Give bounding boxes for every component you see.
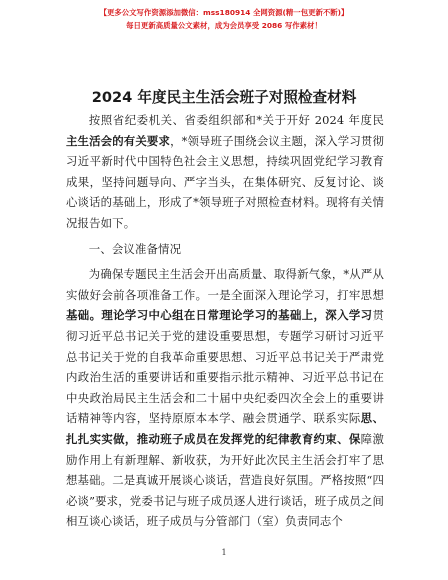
- intro-text-bold: 主生活会的有关要求: [66, 133, 171, 148]
- section-text-1: 为确保专题民主生活会开出高质量、取得新气象，*从严从实做好会前各项准备工作。一是全面深入理论学习，打牢思想: [66, 267, 384, 302]
- header-banner: [0, 6, 448, 32]
- document-body: [66, 110, 384, 532]
- page-number: 1: [221, 548, 227, 557]
- section-text-2: 贯彻习近平总书记关于党的建设重要思想，专题学习研讨习近平总书记关于党的自我革命重要思想、习近平总书记关于严肃党内政治生活的重要讲话和重要指示批示精神、习近平总书记在中央政治局民主生活会和二十届中央纪委四次全会上的重要讲话精神等内容，坚持原原本本学、融会贯通学、联系实际: [66, 308, 384, 426]
- section-text-bold-2: 思、扎扎实实做，推动班子成员在发挥党的纪律教育约束、保: [66, 411, 384, 446]
- section-heading: 一、会议准备情况: [88, 241, 182, 256]
- intro-text-1: 按照省纪委机关、省委组织部和*关于开好 2024 年度民: [88, 113, 384, 127]
- banner-line-2: 每日更新高质量公文素材，成为会员享受 2086 写作素材！: [126, 21, 322, 30]
- section-text-bold-1: 基础。理论学习中心组在日常理论学习的基础上，深入学习: [66, 308, 373, 323]
- intro-text-2: ，*领导班子围绕会议主题，深入学习贯彻习近平新时代中国特色社会主义思想，持续巩固党纪学习教育成果，坚持问题导向、严字当头，在集体研究、反复讨论、谈心谈话的基础上，形成了*领导班子对照检查材料。现将有关情况报告如下。: [66, 133, 385, 230]
- document-title: 2024 年度民主生活会班子对照检查材料: [91, 89, 357, 106]
- banner-line-1: 【更多公文写作资源添加微信：mss180914 全网资源(精一包更新不断)】: [99, 8, 349, 17]
- intro-paragraph: [66, 110, 384, 234]
- section-text-3: 障激励作用上有新理解、新收获，为开好此次民主生活会打牢了思想基础。二是真诚开展谈心谈话，营造良好氛围。严格按照“四必谈”要求，党委书记与班子成员逐人进行谈话，班子成员之间相互谈心谈话，班子成员与分管部门（室）负责同志个: [66, 431, 384, 529]
- section-paragraph: [66, 264, 384, 532]
